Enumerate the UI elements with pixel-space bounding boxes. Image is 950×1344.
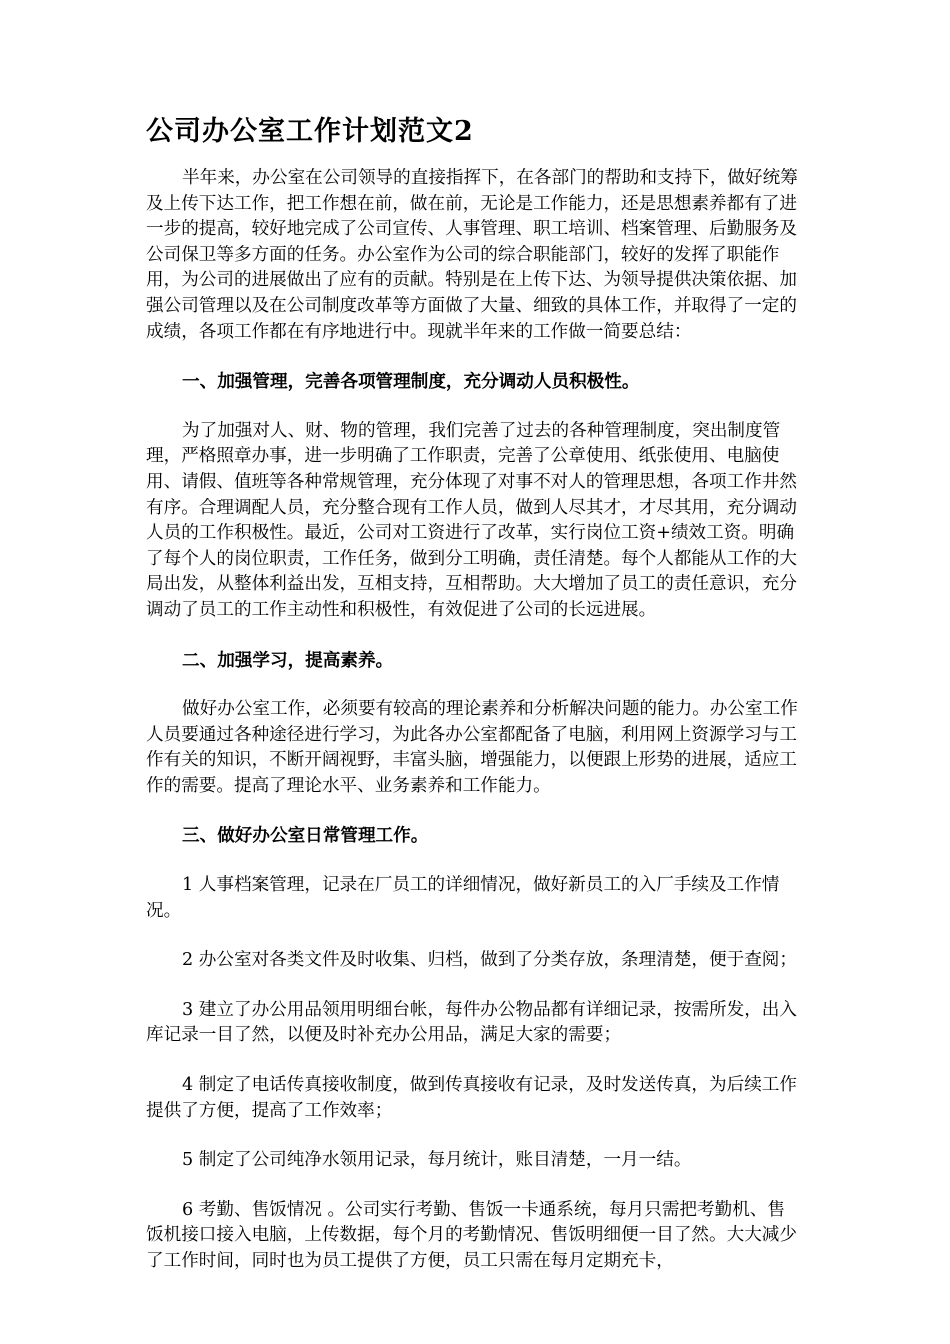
section-2-body: 做好办公室工作，必须要有较高的理论素养和分析解决问题的能力。办公室工作人员要通过各种途径进行学习，为此各办公室都配备了电脑，利用网上资源学习与工作有关的知识，不断开阔视野，丰富头脑，增强能力，以便跟上形势的进展，适应工作的需要。提高了理论水平、业务素养和工作能力。	[146, 699, 798, 796]
section-3-heading: 三、做好办公室日常管理工作。	[182, 825, 429, 847]
section-1-heading: 一、加强管理，完善各项管理制度，充分调动人员积极性。	[182, 371, 640, 393]
section-3-item-4: 4 制定了电话传真接收制度，做到传真接收有记录，及时发送传真，为后续工作提供了方便，提高了工作效率；	[146, 1075, 797, 1121]
intro-paragraph: 半年来，办公室在公司领导的直接指挥下，在各部门的帮助和支持下，做好统筹及上传下达工作，把工作想在前，做在前，无论是工作能力，还是思想素养都有了进一步的提高，较好地完成了公司宣传、人事管理、职工培训、档案管理、后勤服务及公司保卫等多方面的任务。办公室作为公司的综合职能部门，较好的发挥了职能作用，为公司的进展做出了应有的贡献。特别是在上传下达、为领导提供决策依据、加强公司管理以及在公司制度改革等方面做了大量、细致的具体工作，并取得了一定的成绩，各项工作都在有序地进行中。现就半年来的工作做一简要总结：	[146, 168, 798, 342]
section-3-item-2: 2 办公室对各类文件及时收集、归档，做到了分类存放，条理清楚，便于查阅；	[182, 950, 797, 971]
section-3-item-6: 6 考勤、售饭情况 。公司实行考勤、售饭一卡通系统，每月只需把考勤机、售饭机接口接入电脑，上传数据，每个月的考勤情况、售饭明细便一目了然。大大减少了工作时间，同时也为员工提供了方便，员工只需在每月定期充卡，	[146, 1199, 797, 1271]
section-1-body: 为了加强对人、财、物的管理，我们完善了过去的各种管理制度，突出制度管理，严格照章办事，进一步明确了工作职责，完善了公章使用、纸张使用、电脑使用、请假、值班等各种常规管理，充分体现了对事不对人的管理思想，各项工作井然有序。合理调配人员，充分整合现有工作人员，做到人尽其才，才尽其用，充分调动人员的工作积极性。最近，公司对工资进行了改革，实行岗位工资+绩效工资。明确了每个人的岗位职责，工作任务，做到分工明确，责任清楚。每个人都能从工作的大局出发，从整体利益出发，互相支持，互相帮助。大大增加了员工的责任意识，充分调动了员工的工作主动性和积极性，有效促进了公司的长远进展。	[146, 420, 797, 620]
section-3-item-1: 1 人事档案管理，记录在厂员工的详细情况，做好新员工的入厂手续及工作情况。	[146, 875, 780, 921]
section-3-item-3: 3 建立了办公用品领用明细台帐，每件办公物品都有详细记录，按需所发，出入库记录一目了然，以便及时补充办公用品，满足大家的需要；	[146, 999, 797, 1046]
section-2-heading: 二、加强学习，提高素养。	[182, 649, 394, 671]
section-3-item-5: 5 制定了公司纯净水领用记录，每月统计，账目清楚，一月一结。	[182, 1150, 692, 1171]
document-title: 公司办公室工作计划范文2	[146, 116, 474, 147]
document-page	[146, 112, 802, 1275]
